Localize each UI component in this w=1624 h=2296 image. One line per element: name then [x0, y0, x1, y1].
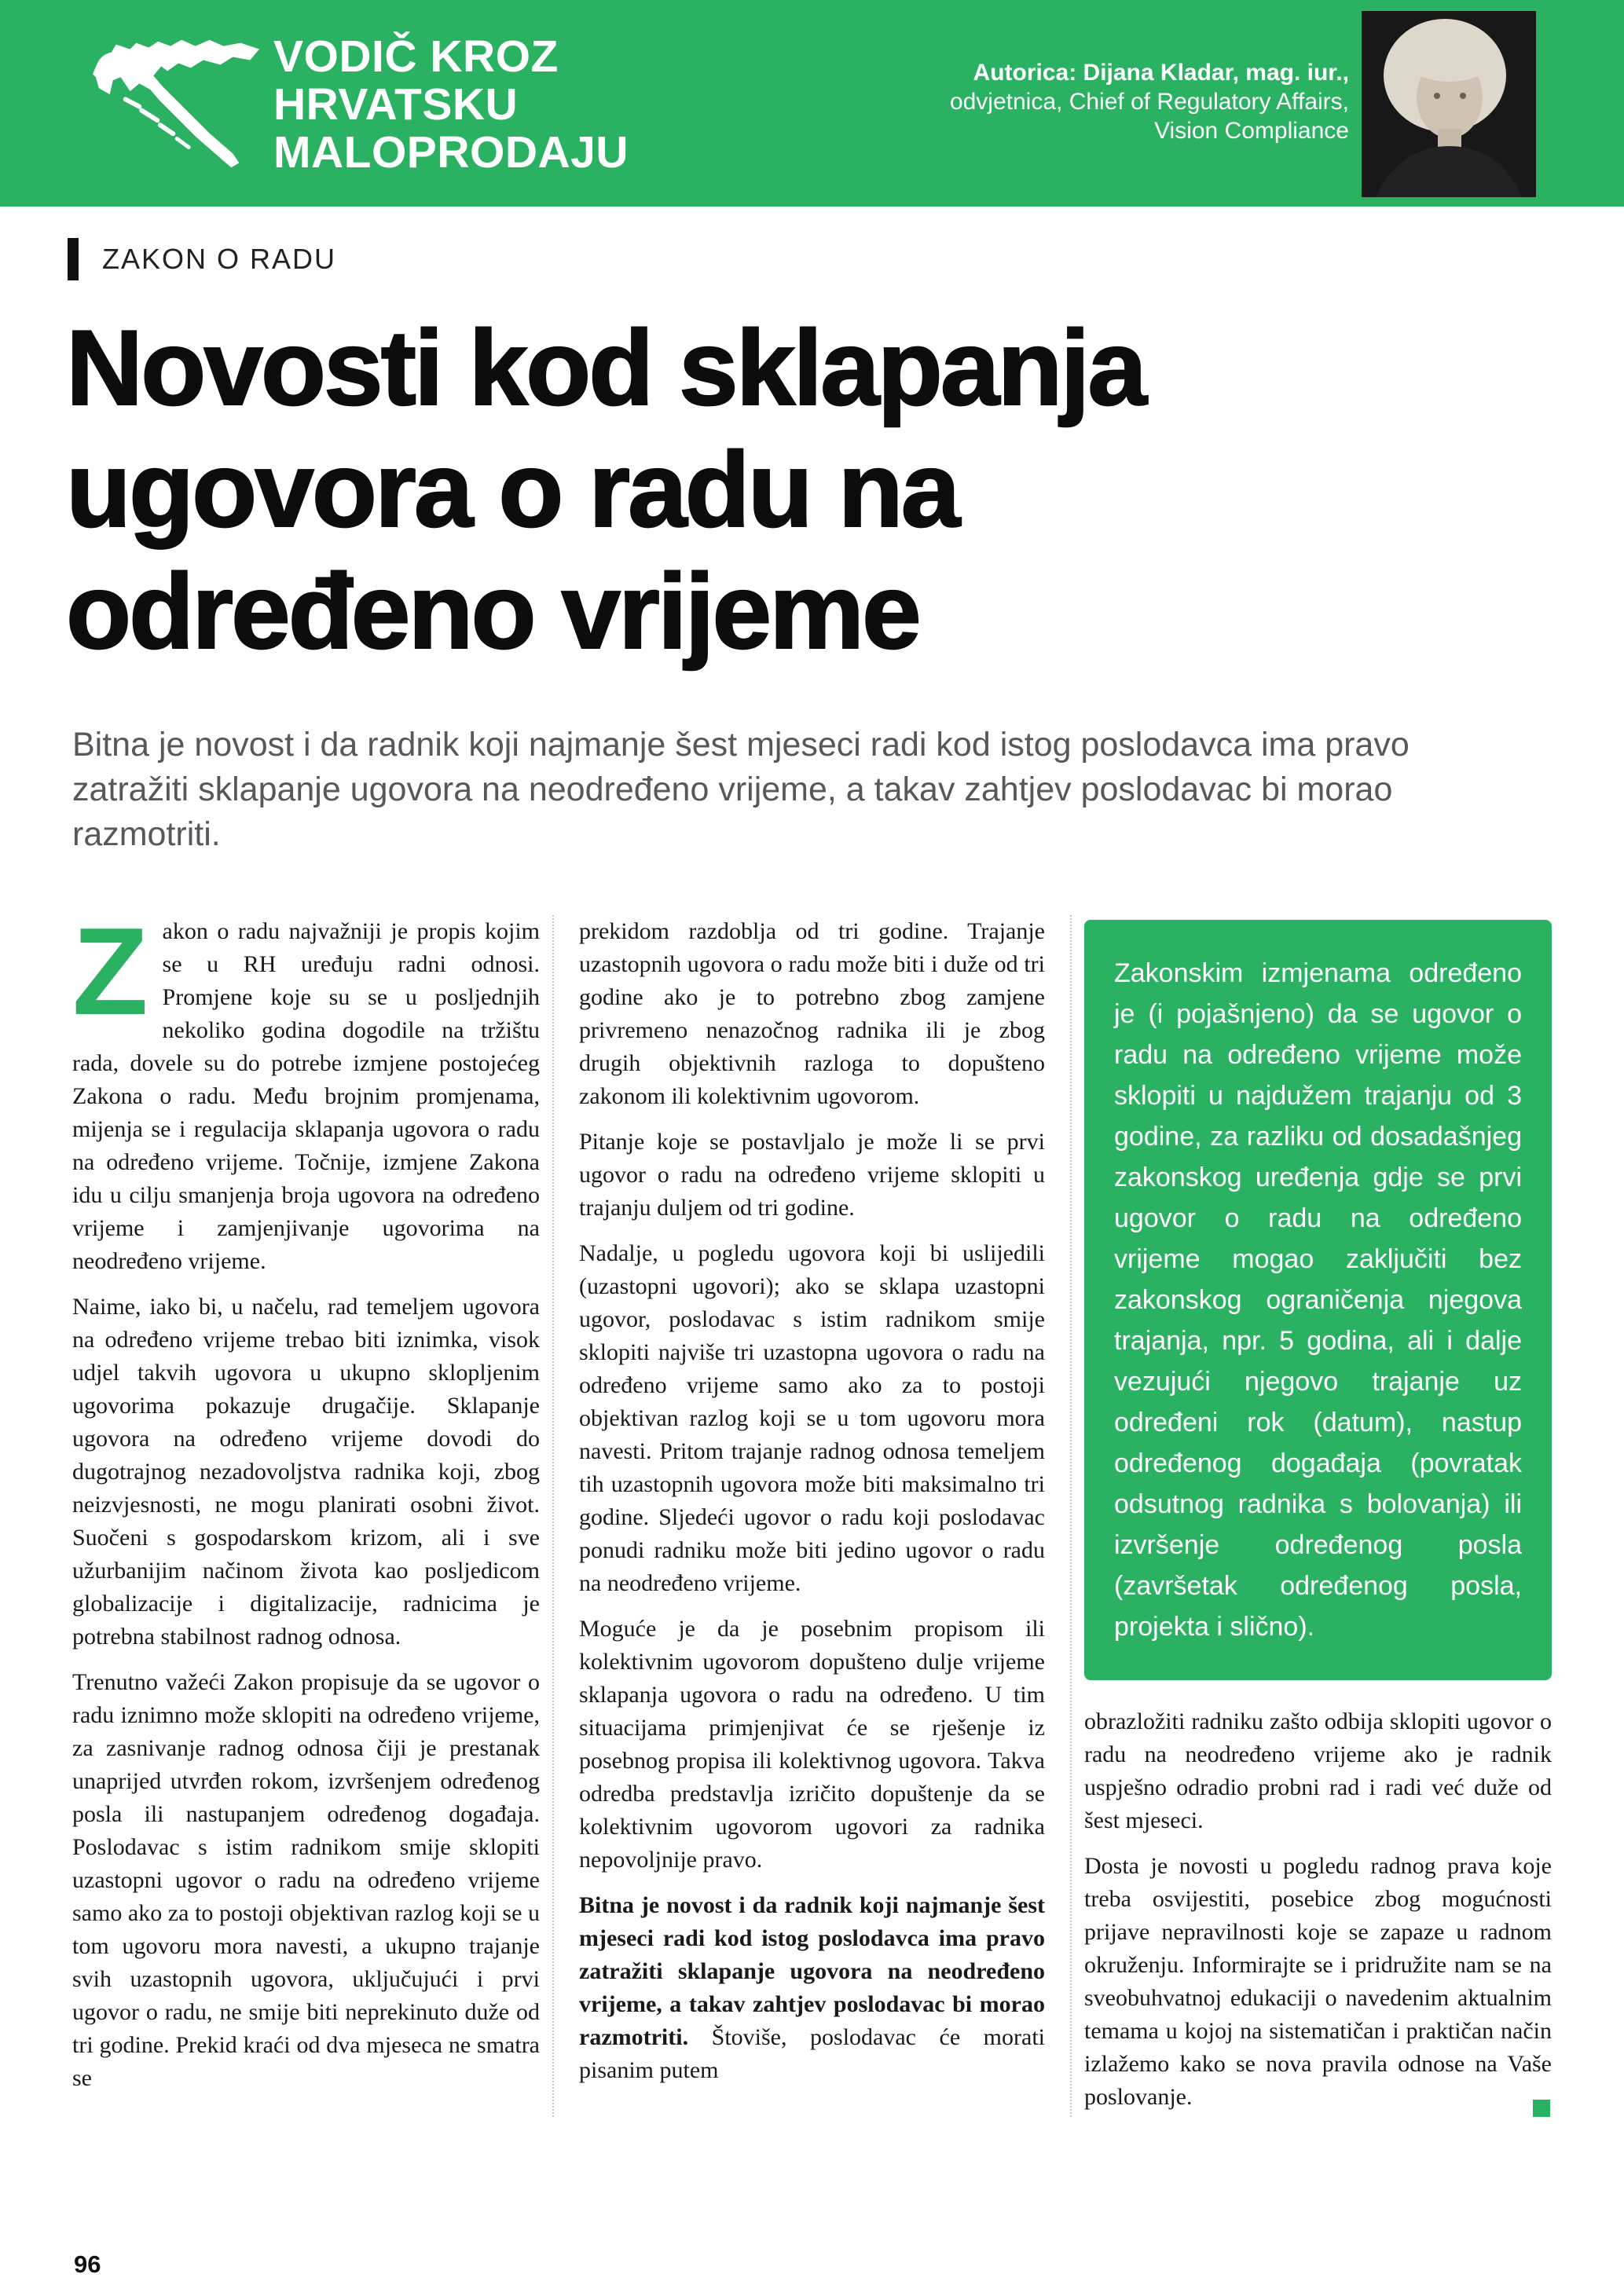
- headline-line: ugovora o radu na: [66, 430, 959, 549]
- headline-line: određeno vrijeme: [66, 551, 919, 671]
- column-2: [552, 915, 1072, 2117]
- author-role: odvjetnica, Chief of Regulatory Affairs,: [949, 89, 1349, 115]
- body-paragraph: Nadalje, u pogledu ugovora koji bi uslijedili (uzastopni ugovori); ako se sklapa uzastopni ugovor, poslodavac s istim radnikom smije sklopiti najviše tri uzastopna ugovora o radu na određeno vrijeme samo ako za to postoji objektivan razlog koji se u tom ugovoru mora navesti. Pritom trajanje radnog odnosa temeljem tih uzastopnih ugovora može biti maksimalno tri godine. Sljedeći ugovor o radu koji poslodavac ponudi radniku može biti jedino ugovor o radu na neodređeno vrijeme.: [579, 1240, 1045, 1596]
- body-paragraph: Pitanje koje se postavljalo je može li se prvi ugovor o radu na određeno vrijeme sklopiti u trajanju duljem od tri godine.: [579, 1129, 1045, 1221]
- column-3: [1072, 915, 1552, 2117]
- drop-cap: Z: [72, 903, 148, 1041]
- kicker-bar: [68, 238, 79, 280]
- magazine-title-line: HRVATSKU: [273, 79, 519, 130]
- body-paragraph: prekidom razdoblja od tri godine. Trajanje uzastopnih ugovora o radu može biti i duže od tri godine ako je to potrebno zbog zamjene privremeno nenazočnog radnika ili je zbog drugih objektivnih razloga to dopušteno zakonom ili kolektivnim ugovorom.: [579, 918, 1045, 1109]
- page-number: 96: [74, 2250, 101, 2278]
- column-1: [72, 903, 552, 2117]
- section-kicker-row: [68, 238, 1624, 280]
- green-square-end-mark: [1533, 2100, 1550, 2117]
- magazine-title-line: MALOPRODAJU: [273, 127, 629, 178]
- bold-highlight: Bitna je novost i da radnik koji najmanje šest mjeseci radi kod istog poslodavca ima pravo zatražiti sklapanje ugovora na neodređeno vrijeme, a takav zahtjev poslodavac bi morao razmotriti.: [579, 1892, 1045, 2050]
- header-band: [0, 0, 1624, 207]
- author-info: [950, 58, 1349, 145]
- author-name: Autorica: Dijana Kladar, mag. iur.,: [973, 60, 1349, 86]
- magazine-title: [273, 33, 629, 177]
- body-paragraph: [579, 1889, 1045, 2087]
- body-paragraph: Naime, iako bi, u načelu, rad temeljem ugovora na određeno vrijeme trebao biti iznimka, visok udjel takvih ugovora u ukupno sklopljenim ugovorima pokazuje drugačije. Sklapanje ugovora na određeno vrijeme dovodi do dugotrajnog nezadovoljstva radnika koji, zbog neizvjesnosti, ne mogu planirati osobni život. Suočeni s gospodarskom krizom, ali i sve užurbanijim načinom života kao posljedicom globalizacije i digitalizacije, radnicima je potrebna stabilnost radnog odnosa.: [72, 1294, 540, 1650]
- paragraph-text: akon o radu najvažniji je propis kojim se u RH uređuju radni odnosi. Promjene koje su se u posljednjih nekoliko godina dogodile na tržištu rada, dovele su do potrebe izmjene postojećeg Zakona o radu. Među brojnim promjenama, mijenja se i regulacija sklapanja ugovora o radu na određeno vrijeme. Točnije, izmjene Zakona idu u cilju smanjenja broja ugovora na određeno vrijeme i zamjenjivanje ugovorima na neodređeno vrijeme.: [72, 918, 540, 1274]
- lead-paragraph: Bitna je novost i da radnik koji najmanje šest mjeseci radi kod istog poslodavca ima pravo zatražiti sklapanje ugovora na neodređeno vrijeme, a takav zahtjev poslodavac bi morao razmotriti.: [72, 726, 1410, 853]
- body-paragraph: [72, 903, 540, 1278]
- magazine-title-line: VODIČ KROZ: [273, 31, 559, 82]
- author-company: Vision Compliance: [1154, 118, 1349, 144]
- article-headline: [66, 307, 1624, 672]
- body-paragraph: obrazložiti radniku zašto odbija sklopiti ugovor o radu na neodređeno vrijeme ako je radnik uspješno odradio probni rad i radi već duže od šest mjeseci.: [1084, 1708, 1552, 1833]
- section-label: ZAKON O RADU: [102, 243, 337, 275]
- body-paragraph: Moguće je da je posebnim propisom ili kolektivnim ugovorom dopušteno dulje vrijeme sklapanja ugovora o radu na određeno. U tim situacijama primjenjivat će se rješenje iz posebnog propisa ili kolektivnog ugovora. Takva odredba predstavlja izričito dopuštenje da se kolektivnim ugovorom ugovori za radnika nepovoljnije pravo.: [579, 1616, 1045, 1873]
- headline-line: Novosti kod sklapanja: [66, 308, 1145, 427]
- croatia-map-icon: [86, 25, 266, 182]
- body-paragraph: Trenutno važeći Zakon propisuje da se ugovor o radu iznimno može sklopiti na određeno vrijeme, za zasnivanje radnog odnosa čiji je prestanak unaprijed utvrđen rokom, izvršenjem određenog posla ili nastupanjem određenog događaja. Poslodavac s istim radnikom smije sklopiti uzastopni ugovor o radu na određeno vrijeme samo ako za to postoji objektivan razlog koji se u tom ugovoru mora navesti, a ukupno trajanje svih uzastopnih ugovora, uključujući i prvi ugovor o radu, ne smije biti neprekinuto duže od tri godine. Prekid kraći od dva mjeseca ne smatra se: [72, 1669, 540, 2091]
- author-portrait-photo: [1362, 11, 1536, 197]
- callout-box: Zakonskim izmjenama određeno je (i pojašnjeno) da se ugovor o radu na određeno vrijeme može sklopiti u najdužem trajanju od 3 godine, za razliku od dosadašnjeg zakonskog uređenja gdje se prvi ugovor o radu na određeno vrijeme mogao zaključiti bez zakonskog ograničenja njegova trajanja, npr. 5 godina, ali i dalje vezujući njegovo trajanje uz određeni rok (datum), nastup određenog događaja (povratak odsutnog radnika s bolovanja) ili izvršenje određenog posla (završetak određenog posla, projekta i slično).: [1084, 920, 1552, 1680]
- body-paragraph: Dosta je novosti u pogledu radnog prava koje treba osvijestiti, posebice zbog mogućnosti prijave nepravilnosti koje se zapaze u radnom okruženju. Informirajte se i pridružite nam se na sveobuhvatnoj edukaciji o navedenim aktualnim temama u kojoj na sistematičan i praktičan način izlažemo kako se nova pravila odnose na Vaše poslovanje.: [1084, 1853, 1552, 2110]
- paragraph-text: Štoviše, poslodavac će morati pisanim putem: [579, 2024, 1045, 2083]
- body-columns: [72, 903, 1552, 2117]
